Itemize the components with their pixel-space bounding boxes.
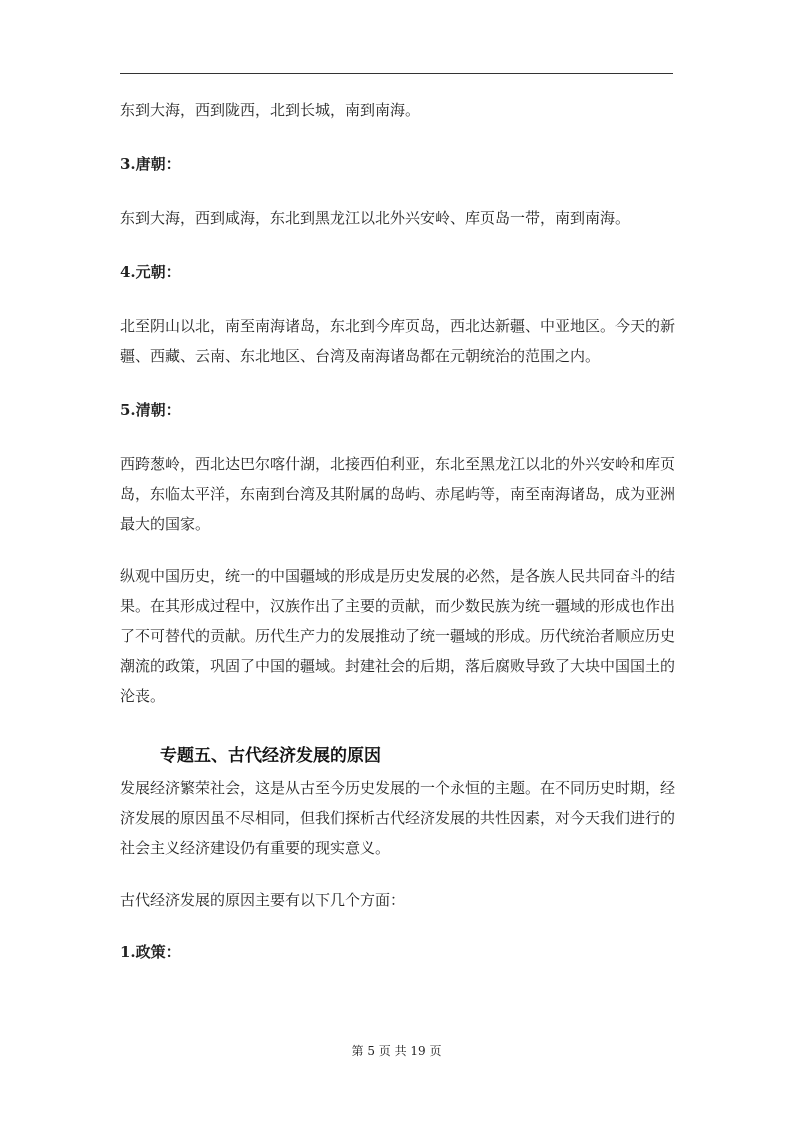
heading-policy: 1.政策： [120,943,181,961]
heading-yuan-dynasty: 4.元朝： [120,263,181,281]
paragraph-tang-territory: 东到大海，西到咸海，东北到黑龙江以北外兴安岭、库页岛一带，南到南海。 [120,209,631,227]
header-rule [120,73,673,74]
heading-qing-dynasty: 5.清朝： [120,401,181,419]
page-content [120,95,675,967]
paragraph-qing-territory: 西跨葱岭，西北达巴尔喀什湖，北接西伯利亚，东北至黑龙江以北的外兴安岭和库页岛，东临太平洋，东南到台湾及其附属的岛屿、赤尾屿等，南至南海诸岛，成为亚洲最大的国家。 [120,455,676,533]
paragraph-economy-reasons: 古代经济发展的原因主要有以下几个方面： [120,891,406,909]
paragraph-yuan-territory: 北至阴山以北，南至南海诸岛，东北到今库页岛，西北达新疆、中亚地区。今天的新疆、西藏、云南、东北地区、台湾及南海诸岛都在元朝统治的范围之内。 [120,317,676,365]
heading-tang-dynasty: 3.唐朝： [120,155,181,173]
paragraph-territory-summary: 纵观中国历史，统一的中国疆域的形成是历史发展的必然，是各族人民共同奋斗的结果。在其形成过程中，汉族作出了主要的贡献，而少数民族为统一疆域的形成也作出了不可替代的贡献。历代生产力的发展推动了统一疆域的形成。历代统治者顺应历史潮流的政策，巩固了中国的疆域。封建社会的后期，落后腐败导致了大块中国国土的沦丧。 [120,567,676,705]
paragraph-han-territory: 东到大海，西到陇西，北到长城，南到南海。 [120,101,421,119]
page-number-footer: 第 5 页 共 19 页 [351,1044,442,1058]
paragraph-economy-intro: 发展经济繁荣社会，这是从古至今历史发展的一个永恒的主题。在不同历史时期，经济发展的原因虽不尽相同，但我们探析古代经济发展的共性因素，对今天我们进行的社会主义经济建设仍有重要的现实意义。 [120,779,676,857]
section-title-economy: 专题五、古代经济发展的原因 [160,746,381,766]
